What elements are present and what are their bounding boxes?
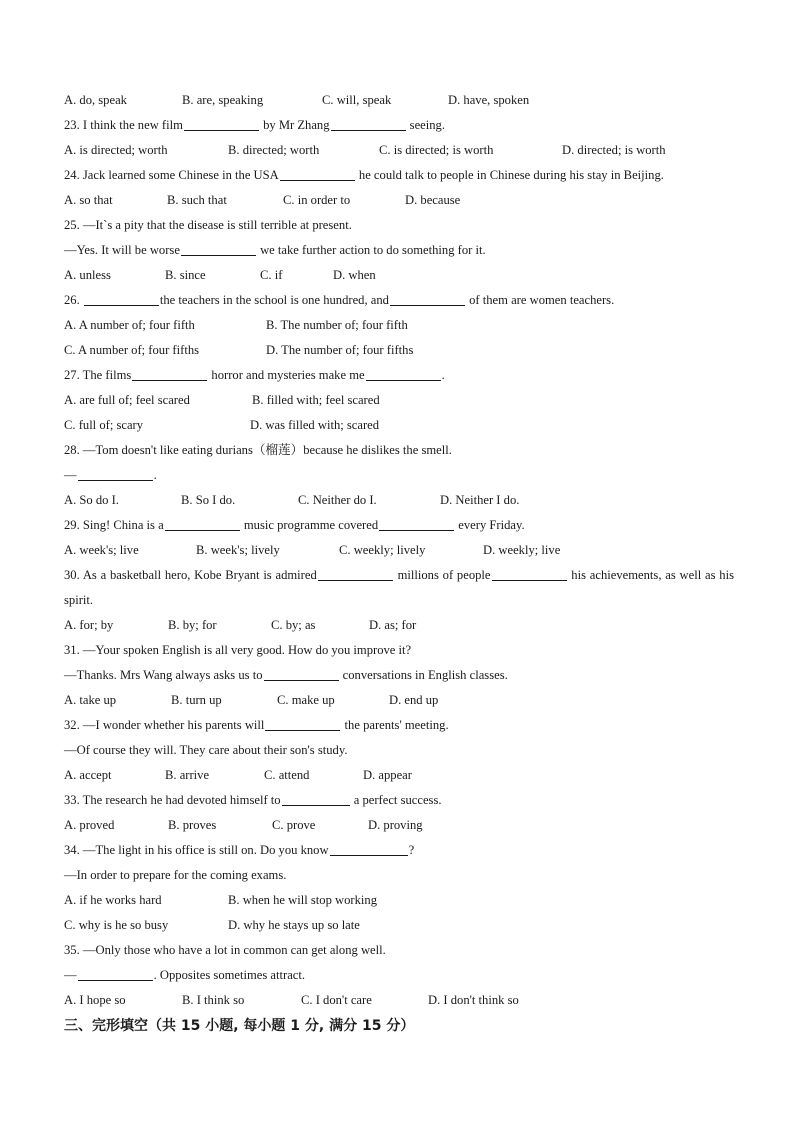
q23-option-b[interactable]: B. directed; worth <box>228 143 320 157</box>
q30-stem-text-a: 30. As a basketball hero, Kobe Bryant is admired <box>64 568 317 582</box>
q25-text-a: —Yes. It will be worse <box>64 243 180 257</box>
q34-text-a: 34. —The light in his office is still on. Do you know <box>64 843 329 857</box>
q29-option-c[interactable]: C. weekly; lively <box>339 543 426 557</box>
q27-stem <box>64 363 734 388</box>
q29-blank-1[interactable] <box>165 516 240 531</box>
q33-stem <box>64 788 734 813</box>
q32-text-a: 32. —I wonder whether his parents will <box>64 718 265 732</box>
q34-option-c[interactable]: C. why is he so busy <box>64 918 169 932</box>
q30-option-d[interactable]: D. as; for <box>369 618 417 632</box>
q26-stem-text-c: of them are women teachers. <box>465 293 615 307</box>
q31-option-a[interactable]: A. take up <box>64 693 117 707</box>
q35-option-c[interactable]: C. I don't care <box>301 993 372 1007</box>
q22-option-b[interactable]: B. are, speaking <box>182 93 264 107</box>
q29-option-d[interactable]: D. weekly; live <box>483 543 561 557</box>
q27-options-row-1 <box>64 388 734 413</box>
q23-option-c[interactable]: C. is directed; is worth <box>379 143 494 157</box>
q31-option-d[interactable]: D. end up <box>389 693 439 707</box>
q24-blank-1[interactable] <box>280 166 355 181</box>
q33-options <box>64 813 734 838</box>
q24-option-d[interactable]: D. because <box>405 193 461 207</box>
q27-option-d[interactable]: D. was filled with; scared <box>250 418 380 432</box>
q31-option-c[interactable]: C. make up <box>277 693 335 707</box>
q30-option-b[interactable]: B. by; for <box>168 618 217 632</box>
q29-stem-text-b: music programme covered <box>240 518 379 532</box>
q26-stem-text-b: the teachers in the school is one hundred, and <box>159 293 389 307</box>
q34-options-row-2 <box>64 913 734 938</box>
q28-period: . <box>153 468 157 482</box>
q32-option-b[interactable]: B. arrive <box>165 768 210 782</box>
q29-stem <box>64 513 734 538</box>
q23-options <box>64 138 734 163</box>
q31-text-a: —Thanks. Mrs Wang always asks us to <box>64 668 263 682</box>
q33-stem-text-a: 33. The research he had devoted himself to <box>64 793 281 807</box>
q33-option-c[interactable]: C. prove <box>272 818 316 832</box>
q32-blank-1[interactable] <box>265 716 340 731</box>
q25-option-b[interactable]: B. since <box>165 268 206 282</box>
q28-options <box>64 488 734 513</box>
q25-option-a[interactable]: A. unless <box>64 268 111 282</box>
q23-option-a[interactable]: A. is directed; worth <box>64 143 168 157</box>
q31-option-b[interactable]: B. turn up <box>171 693 222 707</box>
q27-blank-1[interactable] <box>132 366 207 381</box>
q35-options <box>64 988 734 1013</box>
q29-option-b[interactable]: B. week's; lively <box>196 543 280 557</box>
q35-dash: — <box>64 968 77 982</box>
q33-stem-text-b: a perfect success. <box>350 793 442 807</box>
q27-stem-text-c: . <box>441 368 445 382</box>
q23-blank-1[interactable] <box>184 116 259 131</box>
q28-dash: — <box>64 468 77 482</box>
q29-stem-text-c: every Friday. <box>455 518 525 532</box>
q26-options-row-1 <box>64 313 734 338</box>
q31-blank-1[interactable] <box>264 666 339 681</box>
q23-option-d[interactable]: D. directed; is worth <box>562 143 666 157</box>
q30-blank-2[interactable] <box>492 566 567 581</box>
q35-line-2 <box>64 963 734 988</box>
q34-option-d[interactable]: D. why he stays up so late <box>228 918 360 932</box>
q30-option-a[interactable]: A. for; by <box>64 618 114 632</box>
q25-option-d[interactable]: D. when <box>333 268 376 282</box>
q27-option-b[interactable]: B. filled with; feel scared <box>252 393 380 407</box>
q29-options <box>64 538 734 563</box>
q34-options-row-1 <box>64 888 734 913</box>
q33-option-d[interactable]: D. proving <box>368 818 423 832</box>
q23-stem <box>64 113 734 138</box>
q28-option-c[interactable]: C. Neither do I. <box>298 493 377 507</box>
q30-option-c[interactable]: C. by; as <box>271 618 316 632</box>
q27-option-c[interactable]: C. full of; scary <box>64 418 144 432</box>
q25-blank-1[interactable] <box>181 241 256 256</box>
q25-line-1: 25. —It`s a pity that the disease is still terrible at present. <box>64 218 352 232</box>
q24-stem <box>64 163 734 188</box>
q32-option-d[interactable]: D. appear <box>363 768 412 782</box>
q32-text-b: the parents' meeting. <box>341 718 449 732</box>
q30-options <box>64 613 734 638</box>
q26-option-b[interactable]: B. The number of; four fifth <box>266 318 408 332</box>
q35-option-a[interactable]: A. I hope so <box>64 993 126 1007</box>
q29-stem-text-a: 29. Sing! China is a <box>64 518 164 532</box>
q31-line-2 <box>64 663 734 688</box>
q28-option-b[interactable]: B. So I do. <box>181 493 236 507</box>
q23-stem-text-c: seeing. <box>406 118 446 132</box>
q26-stem <box>64 288 734 313</box>
q34-blank-1[interactable] <box>330 841 408 856</box>
q35-option-d[interactable]: D. I don't think so <box>428 993 519 1007</box>
q30-stem <box>64 563 734 613</box>
q26-blank-1[interactable] <box>84 291 159 306</box>
section-3-heading: 三、完形填空（共 15 小题, 每小题 1 分, 满分 15 分） <box>64 1018 415 1034</box>
q28-line-2 <box>64 463 734 488</box>
q34-line-1 <box>64 838 734 863</box>
q34-option-a[interactable]: A. if he works hard <box>64 893 162 907</box>
q26-option-d[interactable]: D. The number of; four fifths <box>266 343 414 357</box>
q26-stem-text-a: 26. <box>64 293 83 307</box>
q28-line-1: 28. —Tom doesn't like eating durians（榴莲）because he dislikes the smell. <box>64 443 452 457</box>
q25-text-b: we take further action to do something for it. <box>256 243 486 257</box>
q35-blank-1[interactable] <box>78 966 153 981</box>
q27-stem-text-b: horror and mysteries make me <box>208 368 365 382</box>
q32-line-1 <box>64 713 734 738</box>
q24-stem-text-a: 24. Jack learned some Chinese in the USA <box>64 168 279 182</box>
q27-option-a[interactable]: A. are full of; feel scared <box>64 393 190 407</box>
q33-blank-1[interactable] <box>282 791 350 806</box>
q27-stem-text-a: 27. The films <box>64 368 132 382</box>
q30-stem-text-b: millions of people <box>393 568 491 582</box>
q24-option-c[interactable]: C. in order to <box>283 193 351 207</box>
q26-options-row-2 <box>64 338 734 363</box>
q27-options-row-2 <box>64 413 734 438</box>
q34-option-b[interactable]: B. when he will stop working <box>228 893 378 907</box>
q34-line-2: —In order to prepare for the coming exams. <box>64 868 287 882</box>
q30-stem-text-c: his achievements, as well as his spirit. <box>64 568 735 607</box>
q25-options <box>64 263 734 288</box>
q33-option-a[interactable]: A. proved <box>64 818 115 832</box>
q33-option-b[interactable]: B. proves <box>168 818 217 832</box>
q26-option-a[interactable]: A. A number of; four fifth <box>64 318 195 332</box>
q32-options <box>64 763 734 788</box>
q26-blank-2[interactable] <box>390 291 465 306</box>
q29-option-a[interactable]: A. week's; live <box>64 543 139 557</box>
q26-option-c[interactable]: C. A number of; four fifths <box>64 343 200 357</box>
q24-options <box>64 188 734 213</box>
q24-option-b[interactable]: B. such that <box>167 193 227 207</box>
q35-line-1: 35. —Only those who have a lot in common can get along well. <box>64 943 386 957</box>
q22-option-c[interactable]: C. will, speak <box>322 93 392 107</box>
q23-stem-text-b: by Mr Zhang <box>259 118 330 132</box>
q30-blank-1[interactable] <box>318 566 393 581</box>
q27-blank-2[interactable] <box>366 366 441 381</box>
q35-text-b: . Opposites sometimes attract. <box>153 968 306 982</box>
q35-option-b[interactable]: B. I think so <box>182 993 245 1007</box>
q28-option-a[interactable]: A. So do I. <box>64 493 119 507</box>
q32-option-a[interactable]: A. accept <box>64 768 112 782</box>
q23-blank-2[interactable] <box>331 116 406 131</box>
q24-option-a[interactable]: A. so that <box>64 193 113 207</box>
q32-option-c[interactable]: C. attend <box>264 768 310 782</box>
q28-blank-1[interactable] <box>78 466 153 481</box>
q22-options <box>64 88 734 113</box>
q29-blank-2[interactable] <box>379 516 454 531</box>
q34-text-b: ? <box>408 843 415 857</box>
q24-stem-text-b: he could talk to people in Chinese during his stay in Beijing. <box>355 168 664 182</box>
exam-page <box>64 88 734 1039</box>
q31-line-1: 31. —Your spoken English is all very good. How do you improve it? <box>64 643 412 657</box>
q31-text-b: conversations in English classes. <box>339 668 508 682</box>
q32-line-2: —Of course they will. They care about their son's study. <box>64 743 348 757</box>
q22-option-a[interactable]: A. do, speak <box>64 93 127 107</box>
q25-option-c[interactable]: C. if <box>260 268 283 282</box>
q25-line-2 <box>64 238 734 263</box>
q31-options <box>64 688 734 713</box>
q23-stem-text-a: 23. I think the new film <box>64 118 183 132</box>
q22-option-d[interactable]: D. have, spoken <box>448 93 530 107</box>
q28-option-d[interactable]: D. Neither I do. <box>440 493 520 507</box>
